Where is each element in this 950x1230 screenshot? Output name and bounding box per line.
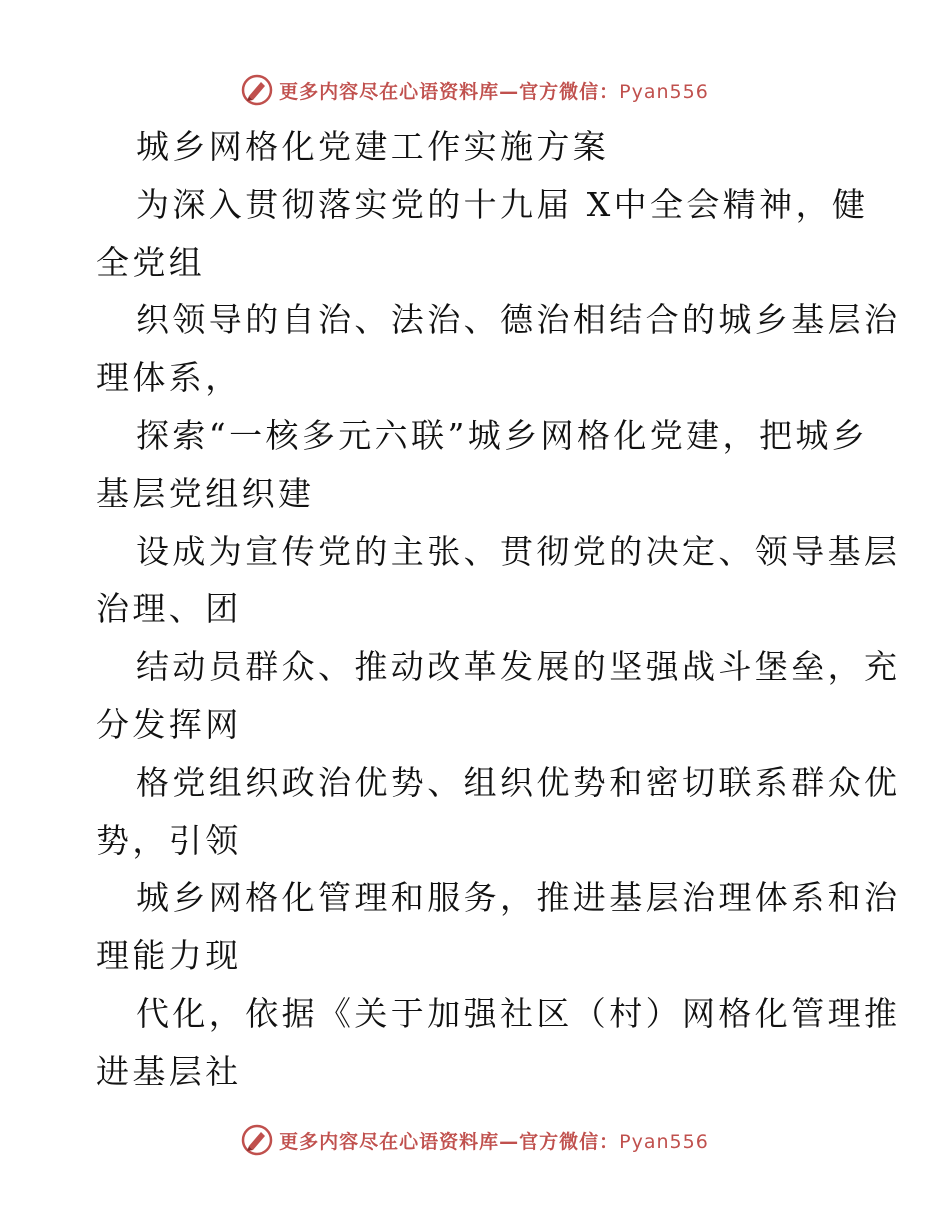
header-banner-label: 更多内容尽在心语资料库—官方微信： bbox=[279, 80, 620, 103]
text-line: 理体系， bbox=[96, 358, 242, 398]
text-line: 势，引领 bbox=[96, 820, 242, 860]
logo-icon bbox=[241, 1124, 273, 1156]
footer-banner-text bbox=[279, 1127, 709, 1154]
text-line: 设成为宣传党的主张、贯彻党的决定、领导基层 bbox=[136, 531, 901, 571]
text-line: 理能力现 bbox=[96, 936, 242, 976]
text-line: 代化，依据《关于加强社区（村）网格化管理推 bbox=[136, 993, 901, 1033]
text-line: 城乡网格化党建工作实施方案 bbox=[136, 127, 610, 166]
text-line: 进基层社 bbox=[96, 1051, 242, 1091]
footer-banner-label: 更多内容尽在心语资料库—官方微信： bbox=[279, 1130, 620, 1153]
text-line: 结动员群众、推动改革发展的坚强战斗堡垒，充 bbox=[136, 647, 901, 687]
text-line: 全党组 bbox=[96, 242, 206, 282]
text-line: 城乡网格化管理和服务，推进基层治理体系和治 bbox=[136, 878, 901, 918]
text-line: 为深入贯彻落实党的十九届 X中全会精神，健 bbox=[136, 184, 869, 224]
header-banner bbox=[0, 70, 950, 110]
text-line: 基层党组织建 bbox=[96, 473, 315, 513]
header-banner-id: Pyan556 bbox=[619, 80, 709, 103]
text-line: 探索“一核多元六联”城乡网格化党建，把城乡 bbox=[136, 415, 869, 455]
text-line: 织领导的自治、法治、德治相结合的城乡基层治 bbox=[136, 300, 901, 340]
footer-banner-id: Pyan556 bbox=[619, 1130, 709, 1153]
logo-icon bbox=[241, 74, 273, 106]
header-banner-text bbox=[279, 77, 709, 104]
footer-banner bbox=[0, 1120, 950, 1160]
text-line: 治理、团 bbox=[96, 589, 242, 629]
document-body bbox=[96, 118, 901, 1101]
text-line: 格党组织政治优势、组织优势和密切联系群众优 bbox=[136, 762, 901, 802]
text-line: 分发挥网 bbox=[96, 704, 242, 744]
